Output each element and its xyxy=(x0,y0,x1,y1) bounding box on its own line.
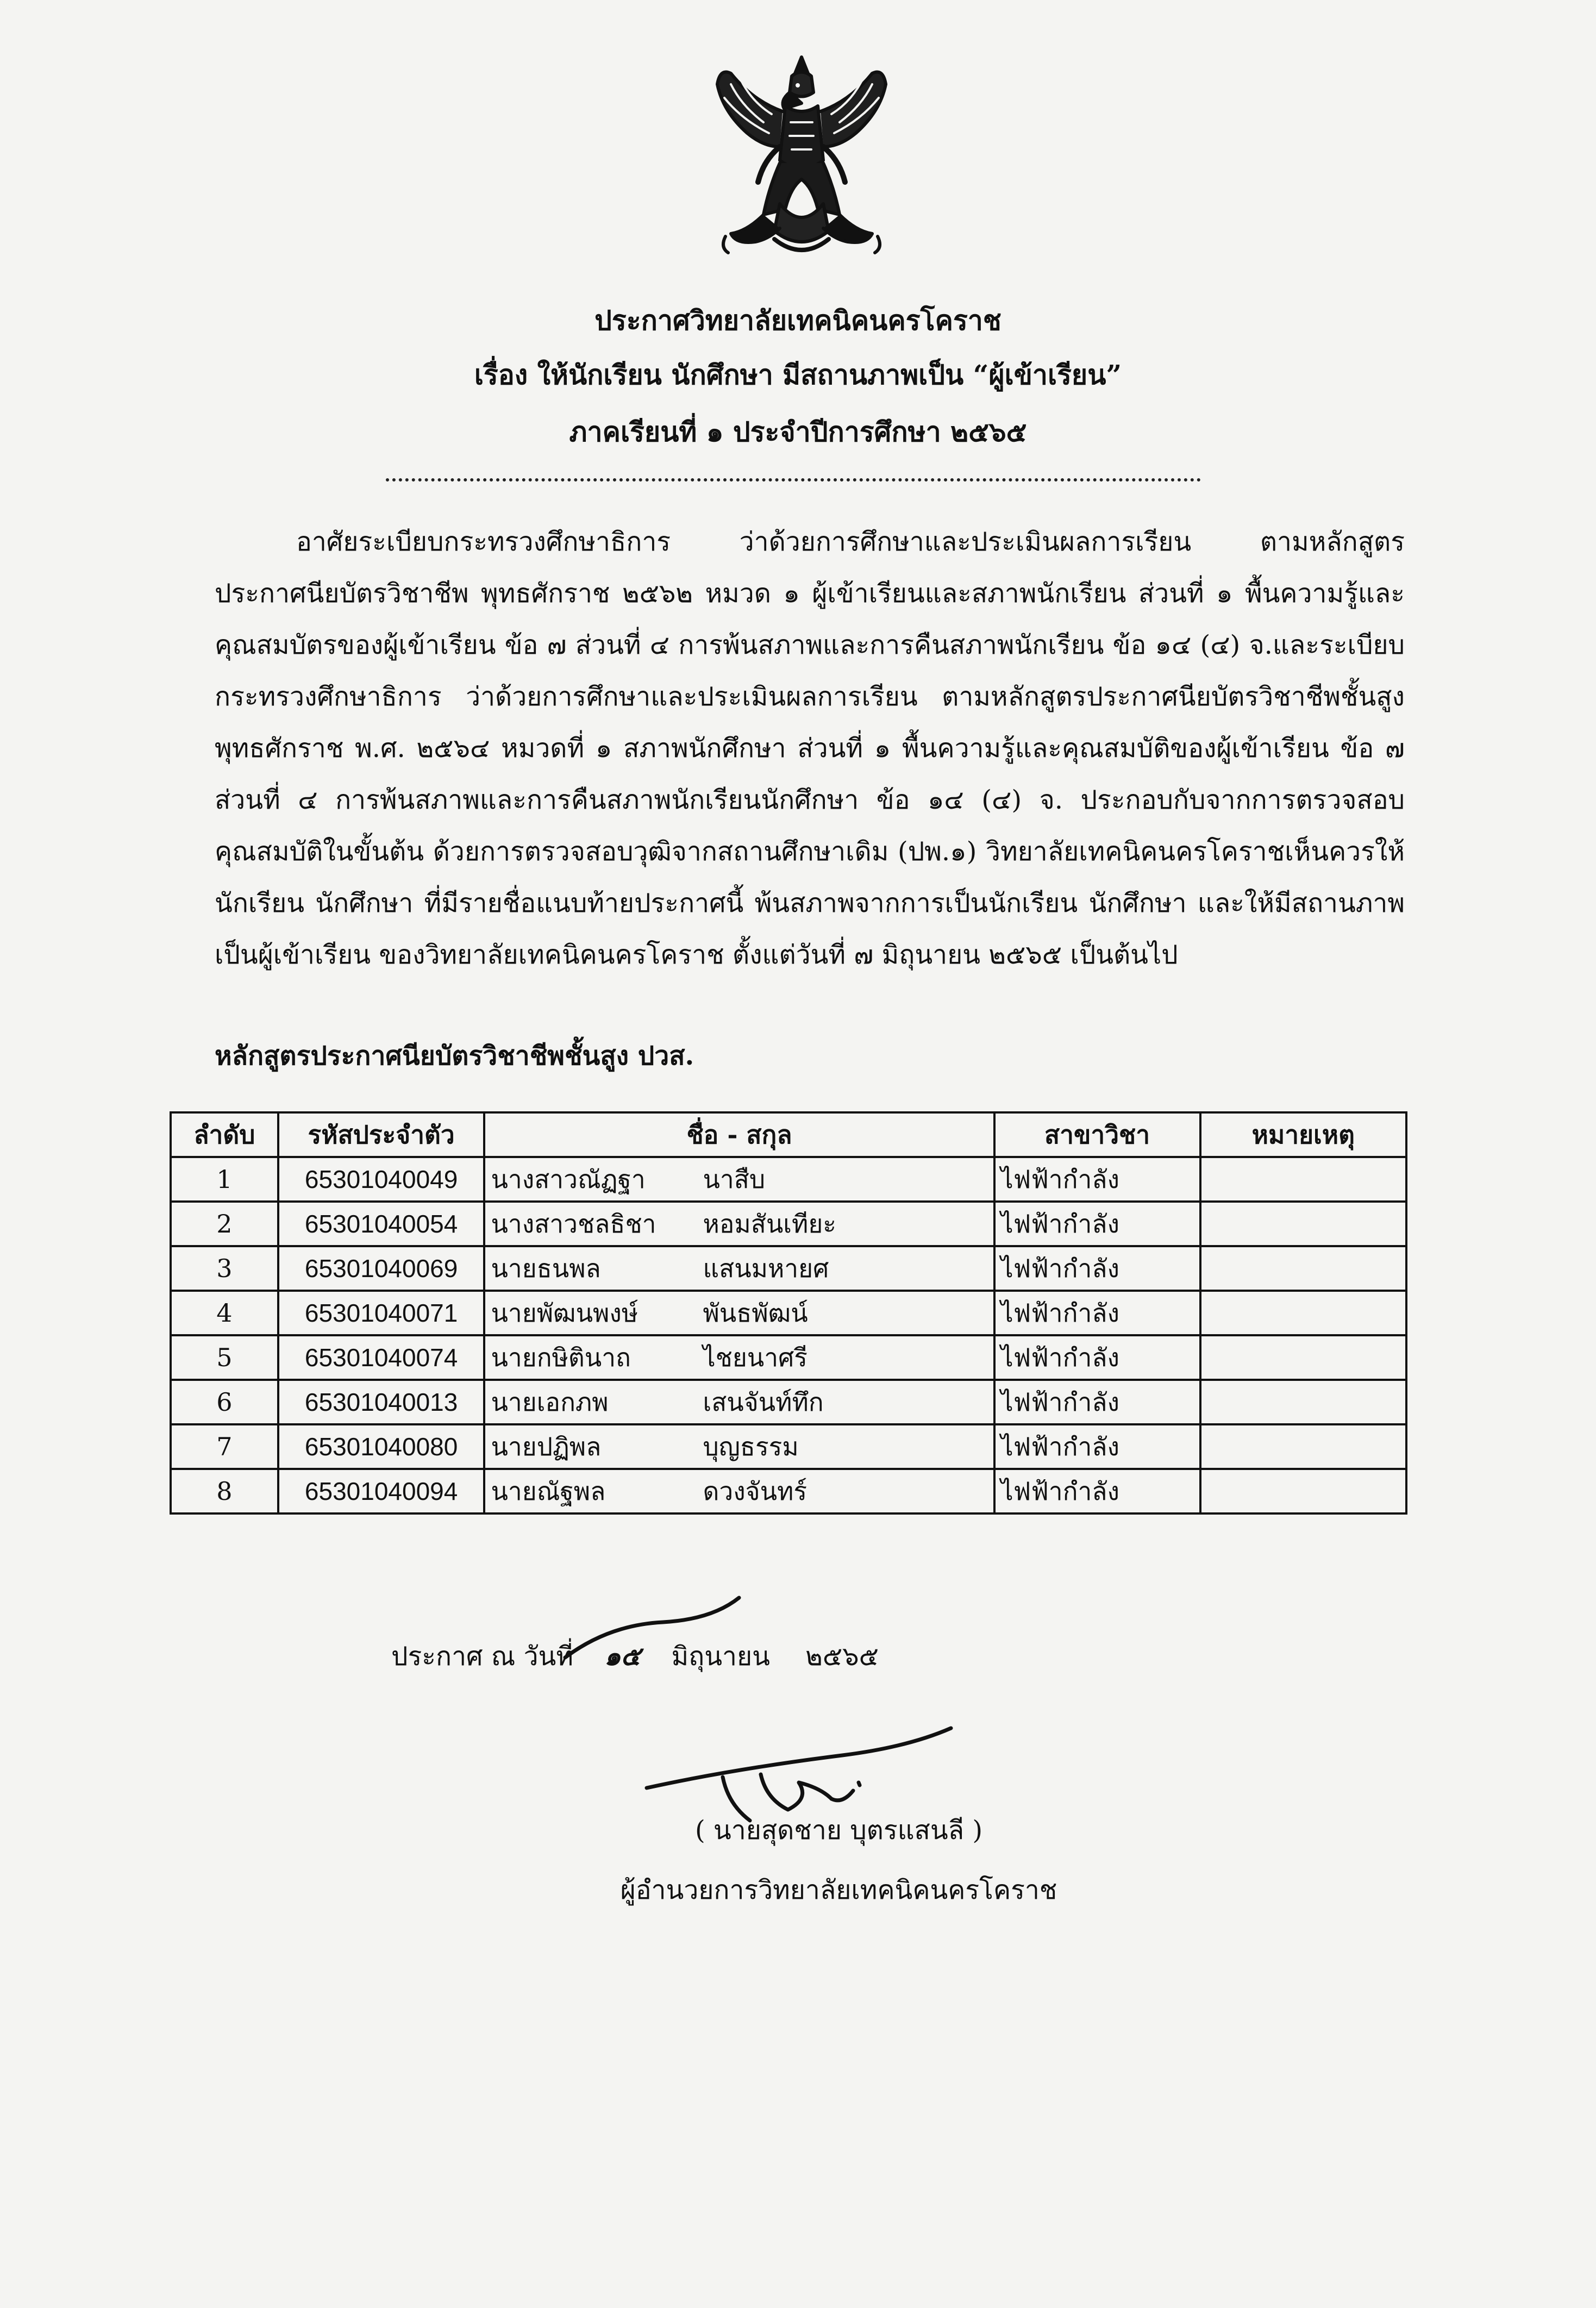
first-name: นางสาวชลธิชา xyxy=(491,1209,656,1239)
col-header-no: ลำดับ xyxy=(171,1112,278,1157)
cell-note xyxy=(1200,1202,1406,1246)
cell-note xyxy=(1200,1380,1406,1424)
cell-major: ไฟฟ้ากำลัง xyxy=(994,1202,1200,1246)
header-divider xyxy=(386,478,1201,481)
cell-id: 65301040069 xyxy=(278,1246,485,1291)
body-line: กระทรวงศึกษาธิการ ว่าด้วยการศึกษาและประเมินผลการเรียน ตามหลักสูตรประกาศนียบัตรวิชาชีพชั้นสูง xyxy=(215,681,1405,712)
cell-major: ไฟฟ้ากำลัง xyxy=(994,1157,1200,1202)
last-name: ดวงจันทร์ xyxy=(703,1476,808,1506)
cell-id: 65301040013 xyxy=(278,1380,485,1424)
cell-name xyxy=(484,1157,994,1202)
cell-note xyxy=(1200,1424,1406,1469)
body-line: อาศัยระเบียบกระทรวงศึกษาธิการ ว่าด้วยการศึกษาและประเมินผลการเรียน ตามหลักสูตร xyxy=(296,527,1405,557)
cell-name xyxy=(484,1380,994,1424)
section-title: หลักสูตรประกาศนียบัตรวิชาชีพชั้นสูง ปวส. xyxy=(215,1041,694,1071)
table-row xyxy=(171,1424,1406,1469)
table-header-row xyxy=(171,1112,1406,1157)
handwritten-day-stroke xyxy=(554,1592,750,1674)
table-row xyxy=(171,1246,1406,1291)
announcement-year: ๒๕๖๕ xyxy=(805,1641,879,1672)
cell-name xyxy=(484,1291,994,1335)
last-name: เสนจันท์ทึก xyxy=(703,1387,824,1417)
cell-id: 65301040080 xyxy=(278,1424,485,1469)
signer-name: ( นายสุดชาย บุตรแสนลี ) xyxy=(694,1815,983,1846)
cell-no: 1 xyxy=(171,1157,278,1202)
cell-id: 65301040071 xyxy=(278,1291,485,1335)
header-subject: เรื่อง ให้นักเรียน นักศึกษา มีสถานภาพเป็น “ผู้เข้าเรียน” xyxy=(474,359,1122,391)
body-line: ประกาศนียบัตรวิชาชีพ พุทธศักราช ๒๕๖๒ หมวด ๑ ผู้เข้าเรียนและสภาพนักเรียน ส่วนที่ ๑ พื้นความรู้และ xyxy=(215,578,1405,609)
cell-no: 8 xyxy=(171,1469,278,1513)
cell-major: ไฟฟ้ากำลัง xyxy=(994,1380,1200,1424)
cell-major: ไฟฟ้ากำลัง xyxy=(994,1469,1200,1513)
cell-id: 65301040074 xyxy=(278,1335,485,1380)
body-line: นักเรียน นักศึกษา ที่มีรายชื่อแนบท้ายประกาศนี้ พ้นสภาพจากการเป็นนักเรียน นักศึกษา และให้มีสถานภาพ xyxy=(215,888,1405,918)
cell-no: 7 xyxy=(171,1424,278,1469)
cell-note xyxy=(1200,1246,1406,1291)
cell-note xyxy=(1200,1291,1406,1335)
table-row xyxy=(171,1335,1406,1380)
announcement-month: มิถุนายน xyxy=(671,1641,770,1672)
document-header xyxy=(0,296,1596,459)
body-line: พุทธศักราช พ.ศ. ๒๕๖๔ หมวดที่ ๑ สภาพนักศึกษา ส่วนที่ ๑ พื้นความรู้และคุณสมบัติของผู้เข้าเรียน ข้อ ๗ xyxy=(215,733,1405,764)
announcement-day: ๑๕ xyxy=(604,1641,641,1672)
first-name: นายธนพล xyxy=(491,1253,601,1283)
cell-id: 65301040054 xyxy=(278,1202,485,1246)
col-header-id: รหัสประจำตัว xyxy=(278,1112,485,1157)
body-line: ส่วนที่ ๔ การพ้นสภาพและการคืนสภาพนักเรียนนักศึกษา ข้อ ๑๔ (๔) จ. ประกอบกับจากการตรวจสอบ xyxy=(215,785,1405,815)
last-name: หอมสันเทียะ xyxy=(703,1209,836,1239)
cell-no: 2 xyxy=(171,1202,278,1246)
col-header-name: ชื่อ - สกุล xyxy=(484,1112,994,1157)
last-name: บุญธรรม xyxy=(703,1431,799,1461)
signer-title: ผู้อำนวยการวิทยาลัยเทคนิคนครโคราช xyxy=(620,1875,1057,1905)
announcement-prefix: ประกาศ ณ วันที่ xyxy=(391,1641,573,1672)
table-row xyxy=(171,1202,1406,1246)
cell-major: ไฟฟ้ากำลัง xyxy=(994,1246,1200,1291)
body-line: คุณสมบัติในขั้นต้น ด้วยการตรวจสอบวุฒิจากสถานศึกษาเดิม (ปพ.๑) วิทยาลัยเทคนิคนครโคราชเห็นควรให้ xyxy=(215,836,1405,867)
table-row xyxy=(171,1157,1406,1202)
col-header-note: หมายเหตุ xyxy=(1200,1112,1406,1157)
body-paragraph xyxy=(215,516,1405,981)
garuda-emblem-icon xyxy=(698,52,905,269)
student-table xyxy=(170,1111,1407,1515)
first-name: นายกษิตินาถ xyxy=(491,1342,631,1372)
first-name: นายเอกภพ xyxy=(491,1387,609,1417)
cell-note xyxy=(1200,1469,1406,1513)
cell-id: 65301040094 xyxy=(278,1469,485,1513)
header-semester: ภาคเรียนที่ ๑ ประจำปีการศึกษา ๒๕๖๕ xyxy=(569,416,1027,448)
header-title: ประกาศวิทยาลัยเทคนิคนครโคราช xyxy=(594,304,1002,336)
cell-note xyxy=(1200,1157,1406,1202)
body-line: เป็นผู้เข้าเรียน ของวิทยาลัยเทคนิคนครโคราช ตั้งแต่วันที่ ๗ มิถุนายน ๒๕๖๕ เป็นต้นไป xyxy=(215,940,1178,970)
cell-major: ไฟฟ้ากำลัง xyxy=(994,1291,1200,1335)
last-name: พันธพัฒน์ xyxy=(703,1298,808,1328)
first-name: นายปฏิพล xyxy=(491,1431,602,1461)
cell-name xyxy=(484,1246,994,1291)
cell-no: 6 xyxy=(171,1380,278,1424)
body-line: คุณสมบัตรของผู้เข้าเรียน ข้อ ๗ ส่วนที่ ๔ การพ้นสภาพและการคืนสภาพนักเรียน ข้อ ๑๔ (๔) จ.และระเบียบ xyxy=(215,630,1405,660)
cell-no: 4 xyxy=(171,1291,278,1335)
cell-name xyxy=(484,1202,994,1246)
col-header-major: สาขาวิชา xyxy=(994,1112,1200,1157)
table-row xyxy=(171,1291,1406,1335)
first-name: นายณัฐพล xyxy=(491,1476,606,1506)
cell-note xyxy=(1200,1335,1406,1380)
cell-no: 3 xyxy=(171,1246,278,1291)
cell-name xyxy=(484,1424,994,1469)
last-name: แสนมหายศ xyxy=(703,1253,829,1283)
cell-name xyxy=(484,1469,994,1513)
last-name: นาสืบ xyxy=(703,1164,766,1194)
first-name: นางสาวณัฏฐา xyxy=(491,1164,646,1194)
cell-major: ไฟฟ้ากำลัง xyxy=(994,1335,1200,1380)
table-row xyxy=(171,1469,1406,1513)
first-name: นายพัฒนพงษ์ xyxy=(491,1298,639,1328)
cell-major: ไฟฟ้ากำลัง xyxy=(994,1424,1200,1469)
table-row xyxy=(171,1380,1406,1424)
cell-no: 5 xyxy=(171,1335,278,1380)
last-name: ไชยนาศรี xyxy=(703,1342,808,1372)
cell-id: 65301040049 xyxy=(278,1157,485,1202)
cell-name xyxy=(484,1335,994,1380)
